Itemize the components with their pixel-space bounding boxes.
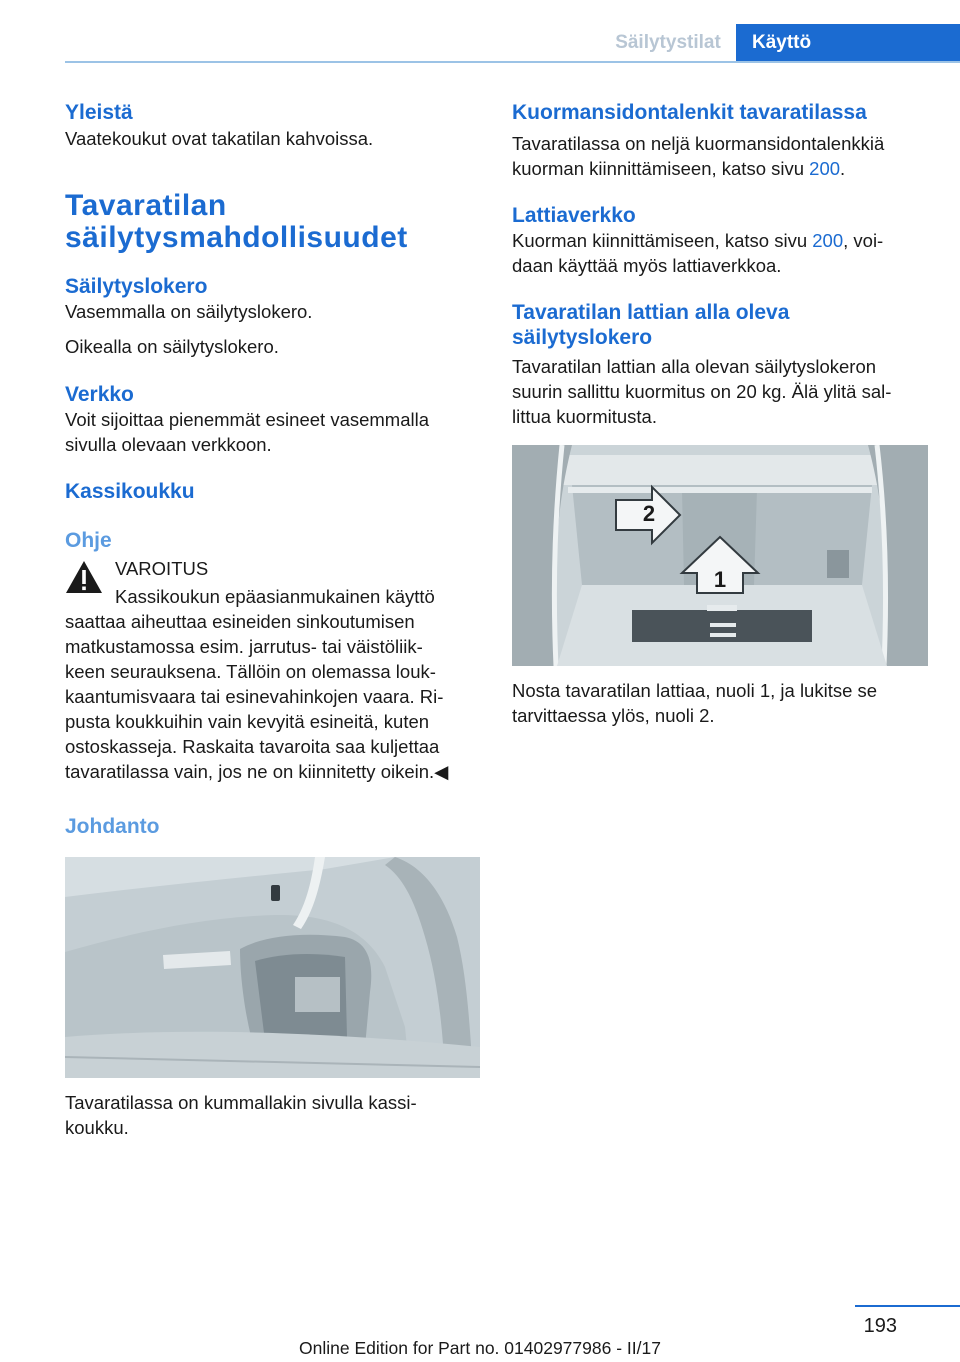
- kassikoukku-heading: Kassikoukku: [65, 480, 195, 503]
- warning-line: tavaratilassa vain, jos ne on kiinnitetty oikein.◀: [65, 761, 449, 782]
- lattiaverkko-text-pre: Kuorman kiinnittämiseen, katso sivu: [512, 230, 813, 251]
- lokero-text-line: Tavaratilan lattian alla olevan säilytyslokeron: [512, 356, 877, 377]
- lokero-text-line: suurin sallittu kuormitus on 20 kg. Älä ylitä sal-: [512, 381, 892, 402]
- page-200-link[interactable]: 200: [809, 158, 841, 179]
- header-divider: [65, 61, 960, 63]
- kuormansidonta-text-line1: Tavaratilassa on neljä kuormansidontalenkkiä: [512, 133, 885, 154]
- lattiaverkko-text-line1: [512, 228, 930, 253]
- edition-line: Online Edition for Part no. 01402977986 - II/17: [299, 1338, 661, 1358]
- warning-line: saattaa aiheuttaa esineiden sinkoutumisen: [65, 611, 415, 632]
- warning-line: pusta koukkuihin vain kevyitä esineitä, kuten: [65, 711, 430, 732]
- verkko-heading: Verkko: [65, 383, 134, 406]
- yleista-text: Vaatekoukut ovat takatilan kahvoissa.: [65, 128, 374, 149]
- lattiaverkko-text-line2: daan käyttää myös lattiaverkkoa.: [512, 255, 782, 276]
- lokero-heading-line1: Tavaratilan lattian alla oleva: [512, 301, 790, 324]
- lokero-caption-line2: tarvittaessa ylös, nuoli 2.: [512, 705, 715, 726]
- page-number: 193: [863, 1315, 897, 1337]
- trunk-floor-illustration: [512, 445, 928, 666]
- ohje-heading: Ohje: [65, 529, 112, 552]
- arrow-label-1: 1: [713, 567, 727, 592]
- trunk-side-hook-illustration: [65, 857, 480, 1078]
- header-chapter-tab: Käyttö: [736, 24, 960, 61]
- kuormansidonta-text-line2: [512, 156, 930, 181]
- johdanto-caption-line1: Tavaratilassa on kummallakin sivulla kassi-: [65, 1092, 417, 1113]
- trunk-floor-drawing: [512, 445, 928, 666]
- verkko-text-line1: Voit sijoittaa pienemmät esineet vasemmalla: [65, 409, 430, 430]
- lokero-text-line: littua kuormitusta.: [512, 406, 657, 427]
- warning-block: [65, 556, 483, 784]
- warning-triangle-icon: [65, 560, 103, 594]
- verkko-text-line2: sivulla olevaan verkkoon.: [65, 434, 272, 455]
- warning-title: VAROITUS: [115, 558, 209, 579]
- warning-line: matkustamossa esim. jarrutus- tai väistöliik-: [65, 636, 423, 657]
- trunk-side-hook-drawing: [65, 857, 480, 1078]
- kuormansidonta-heading: Kuormansidontalenkit tavaratilassa: [512, 101, 867, 124]
- lokero-heading-line2: säilytyslokero: [512, 326, 653, 349]
- sailytyslokero-text-left: Vasemmalla on säilytyslokero.: [65, 301, 313, 322]
- sailytyslokero-heading: Säilytyslokero: [65, 275, 208, 298]
- kuormansidonta-text-pre: kuorman kiinnittämiseen, katso sivu: [512, 158, 810, 179]
- lattiaverkko-text-post: , voi-: [843, 230, 884, 251]
- lokero-caption-line1: Nosta tavaratilan lattiaa, nuoli 1, ja lukitse se: [512, 680, 878, 701]
- sailytyslokero-text-right: Oikealla on säilytyslokero.: [65, 336, 279, 357]
- johdanto-caption-line2: koukku.: [65, 1117, 129, 1138]
- page-200-link[interactable]: 200: [812, 230, 844, 251]
- warning-line: Kassikoukun epäasianmukainen käyttö: [115, 586, 435, 607]
- yleista-heading: Yleistä: [65, 101, 133, 124]
- right-column: [512, 100, 930, 728]
- kuormansidonta-text-post: .: [840, 158, 846, 179]
- left-column: [65, 100, 483, 1140]
- lattiaverkko-heading: Lattiaverkko: [512, 204, 636, 227]
- main-heading-line1: Tavaratilan: [65, 189, 227, 222]
- header-section-tab: Säilytystilat: [615, 31, 721, 53]
- arrow-label-2: 2: [642, 501, 656, 526]
- warning-line: keen seurauksena. Tällöin on olemassa louk-: [65, 661, 436, 682]
- warning-line: ostoskasseja. Raskaita tavaroita saa kuljettaa: [65, 736, 440, 757]
- main-heading-line2: säilytysmahdollisuudet: [65, 221, 408, 254]
- warning-line: kaantumisvaara tai esinevahinkojen vaara. Ri-: [65, 686, 444, 707]
- johdanto-heading: Johdanto: [65, 815, 160, 838]
- footer-divider: [855, 1305, 960, 1307]
